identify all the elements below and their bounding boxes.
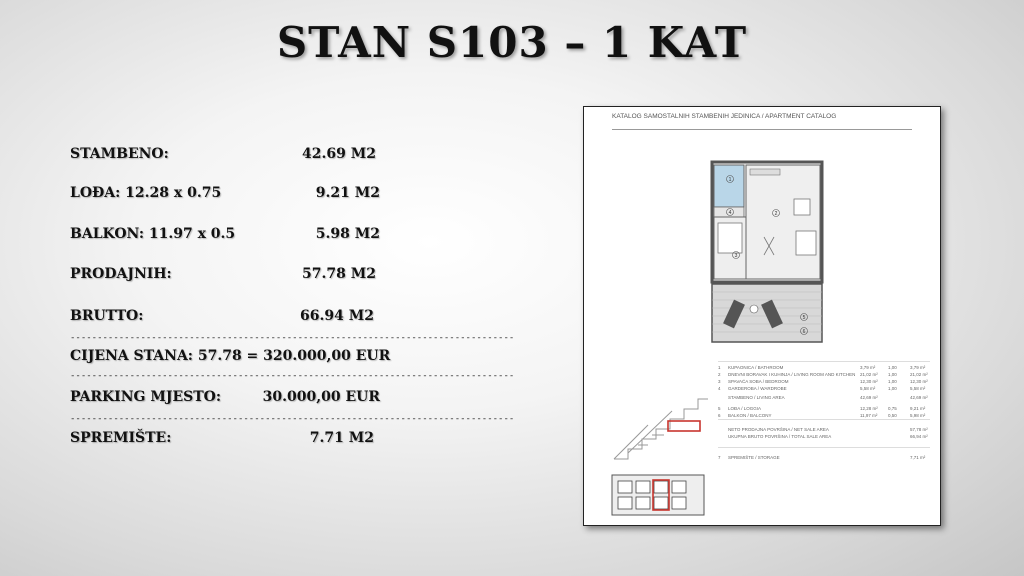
spec-row-parking xyxy=(70,389,380,411)
spec-label: STAMBENO: xyxy=(70,146,169,162)
spec-value: 30.000,00 EUR xyxy=(262,389,380,405)
separator-line: ---------------------------------------------------------------------------------- xyxy=(70,414,515,424)
living-room xyxy=(746,165,820,279)
spec-value: 9.21 M2 xyxy=(315,185,380,201)
separator-line: ---------------------------------------------------------------------------------- xyxy=(70,333,515,343)
table-row: UKUPNA BRUTO POVRŠINA / TOTAL SALE AREA 66,94 m² xyxy=(728,434,928,439)
table-row: 3 SPAVAĆA SOBA / BEDROOM 12,30 m² 1,00 12,30 m² xyxy=(718,379,928,384)
spec-label: PRODAJNIH: xyxy=(70,266,172,282)
page-title: STAN S103 – 1 KAT xyxy=(276,18,748,67)
table-row: NETO PRODAJNA POVRŠINA / NET SALE AREA 57,78 m² xyxy=(728,427,928,432)
spec-row-stambeno xyxy=(70,146,380,168)
apartment-catalog-sheet xyxy=(583,106,941,526)
table-row: STAMBENO / LIVING AREA 42,69 m² 42,69 m² xyxy=(728,395,928,400)
site-plan xyxy=(608,469,708,521)
spec-label: SPREMIŠTE: xyxy=(70,430,172,446)
dining-table xyxy=(794,199,810,215)
spec-label: PARKING MJESTO: xyxy=(70,389,222,405)
spec-label: LOĐA: 12.28 x 0.75 xyxy=(70,185,222,201)
section-diagram xyxy=(608,389,714,463)
spec-value: 5.98 M2 xyxy=(315,226,380,242)
room-number: 3 xyxy=(734,253,738,259)
divider xyxy=(718,361,930,362)
spec-row-spremiste xyxy=(70,430,380,452)
table-row: 6 BALKON / BALCONY 11,97 m² 0,50 5,98 m² xyxy=(718,413,926,418)
catalog-header: KATALOG SAMOSTALNIH STAMBENIH JEDINICA / APARTMENT CATALOG xyxy=(612,113,837,120)
spec-row-brutto xyxy=(70,308,380,330)
spec-row-loda xyxy=(70,185,380,207)
spec-row-cijena xyxy=(70,348,391,370)
room-number: 1 xyxy=(728,177,732,183)
separator-line: ---------------------------------------------------------------------------------- xyxy=(70,371,515,381)
table-row: 5 LOĐA / LOGGIA 12,28 m² 0,75 9,21 m² xyxy=(718,406,926,411)
room-number: 4 xyxy=(728,210,732,216)
spec-value: 57.78 M2 xyxy=(302,266,376,282)
room-number: 6 xyxy=(802,329,806,335)
divider xyxy=(612,129,912,130)
spec-value: 42.69 M2 xyxy=(302,146,376,162)
floor-plan xyxy=(710,159,828,345)
table-row: 4 GARDEROBA / WARDROBE 5,58 m² 1,00 5,58 m² xyxy=(718,386,926,391)
spec-label: CIJENA STANA: 57.78 = 320.000,00 EUR xyxy=(70,348,391,364)
spec-value: 7.71 M2 xyxy=(309,430,374,446)
table-row: 2 DNEVNI BORAVAK I KUHINJA / LIVING ROOM AND KITCHEN 21,02 m² 1,00 21,02 m² xyxy=(718,372,928,377)
kitchen-counter xyxy=(750,169,780,175)
room-number: 2 xyxy=(774,211,778,217)
divider xyxy=(718,419,930,420)
table-row: 1 KUPAONICA / BATHROOM 3,79 m² 1,00 3,79 m² xyxy=(718,365,926,370)
spec-value: 66.94 M2 xyxy=(300,308,374,324)
spec-row-balkon xyxy=(70,226,380,248)
bed xyxy=(718,223,742,253)
room-number: 5 xyxy=(802,315,806,321)
bathroom xyxy=(714,165,744,207)
spec-label: BALKON: 11.97 x 0.5 xyxy=(70,226,236,242)
table-row: 7 SPREMIŠTE / STORAGE 7,71 m² xyxy=(718,455,926,460)
spec-row-prodajnih xyxy=(70,266,380,288)
divider xyxy=(718,447,930,448)
spec-label: BRUTTO: xyxy=(70,308,144,324)
sofa xyxy=(796,231,816,255)
